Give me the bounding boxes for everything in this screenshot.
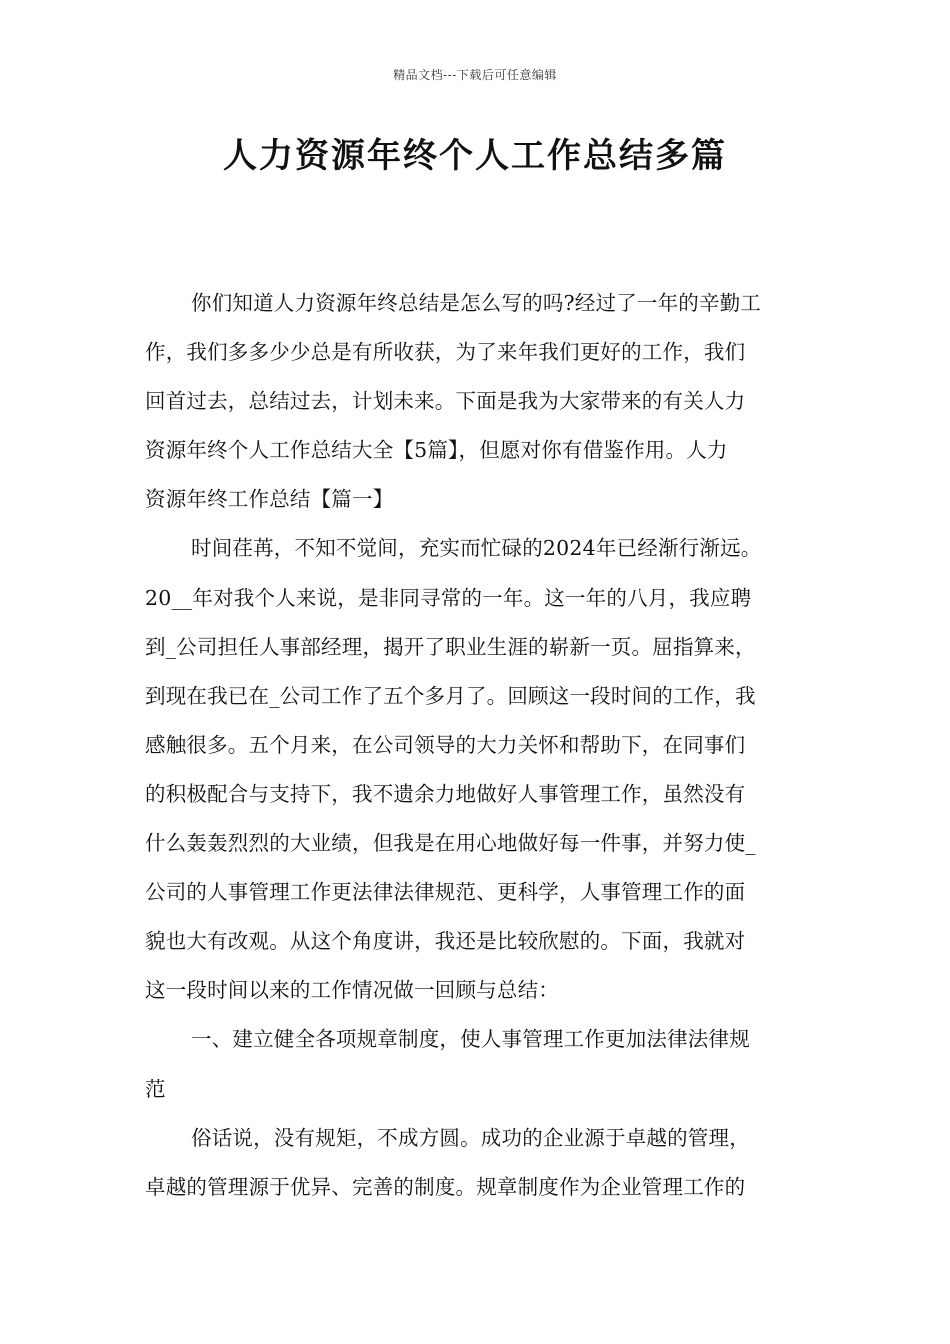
- text-line: 到现在我已在_公司工作了五个多月了。回顾这一段时间的工作，我: [145, 683, 756, 708]
- document-body: [145, 283, 810, 1216]
- text-line: 20__年对我个人来说，是非同寻常的一年。这一年的八月，我应聘: [145, 585, 752, 610]
- text-line: 到_公司担任人事部经理，揭开了职业生涯的崭新一页。屈指算来，: [145, 634, 756, 659]
- text-line: 回首过去，总结过去，计划未来。下面是我为大家带来的有关人力: [145, 389, 746, 414]
- text-line: 卓越的管理源于优异、完善的制度。规章制度作为企业管理工作的: [145, 1174, 746, 1199]
- text-line: 感触很多。五个月来，在公司领导的大力关怀和帮助下，在同事们: [145, 732, 746, 757]
- text-line: 作，我们多多少少总是有所收获，为了来年我们更好的工作，我们: [145, 340, 746, 365]
- section-heading-line: 一、建立健全各项规章制度，使人事管理工作更加法律法律规: [191, 1027, 750, 1052]
- text-line: 资源年终工作总结【篇一】: [145, 487, 394, 512]
- document-title: 人力资源年终个人工作总结多篇: [223, 136, 727, 176]
- text-line: 俗话说，没有规矩，不成方圆。成功的企业源于卓越的管理，: [191, 1125, 750, 1150]
- text-line: 貌也大有改观。从这个角度讲，我还是比较欣慰的。下面，我就对: [145, 929, 746, 954]
- text-line: 公司的人事管理工作更法律法律规范、更科学，人事管理工作的面: [145, 880, 746, 905]
- text-line: 资源年终个人工作总结大全【5篇】，但愿对你有借鉴作用。人力: [145, 438, 728, 463]
- header-note: 精品文档---下载后可任意编辑: [393, 68, 557, 82]
- text-line: 什么轰轰烈烈的大业绩，但我是在用心地做好每一件事，并努力使_: [145, 831, 756, 856]
- text-line: 这一段时间以来的工作情况做一回顾与总结：: [145, 978, 559, 1003]
- text-line: 时间荏苒，不知不觉间，充实而忙碌的2024年已经渐行渐远。: [191, 536, 762, 561]
- text-line: 你们知道人力资源年终总结是怎么写的吗?经过了一年的辛勤工: [191, 291, 762, 315]
- text-line: 的积极配合与支持下，我不遗余力地做好人事管理工作，虽然没有: [145, 781, 746, 806]
- section-heading-line: 范: [145, 1076, 166, 1101]
